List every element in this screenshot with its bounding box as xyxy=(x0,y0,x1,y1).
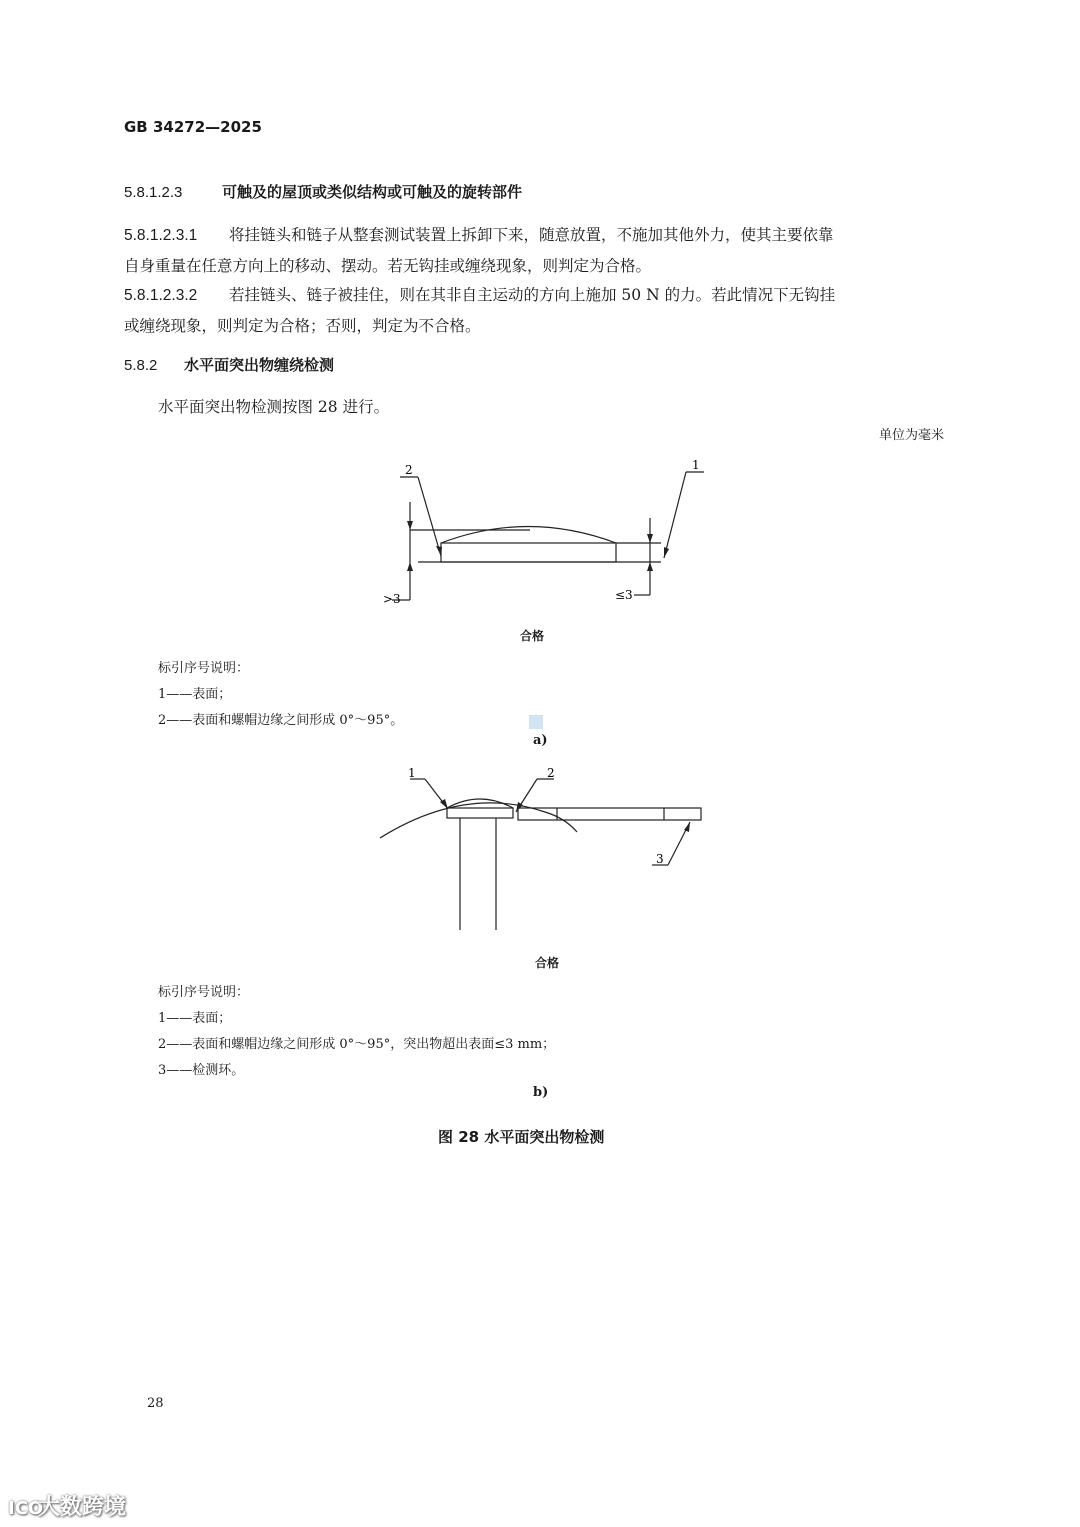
arrow-head xyxy=(436,546,442,556)
arrow-head xyxy=(407,521,413,530)
intro-paragraph: 水平面突出物检测按图 28 进行。 xyxy=(158,398,390,416)
figure-b-callout-2: 2 xyxy=(547,766,555,780)
figure-b-caption: 合格 xyxy=(535,956,560,970)
page-number: 28 xyxy=(147,1396,164,1411)
paragraph-number: 5.8.1.2.3.1 xyxy=(124,227,198,244)
figure-a-sub-label: a) xyxy=(533,733,548,748)
legend-item: 1——表面； xyxy=(158,687,232,702)
legend-item: 1——表面； xyxy=(158,1011,232,1026)
unit-note: 单位为毫米 xyxy=(879,428,945,443)
callout-1-leader xyxy=(664,472,686,558)
figure-a-callout-1: 1 xyxy=(692,458,700,472)
arrow-head xyxy=(684,822,690,832)
paragraph-line: 自身重量在任意方向上的移动、摆动。若无钩挂或缠绕现象，则判定为合格。 xyxy=(124,257,652,275)
figure-b-callout-3: 3 xyxy=(656,852,664,866)
figure-a-dim-left: >3 xyxy=(383,592,401,606)
nut-body xyxy=(447,808,513,818)
arrow-head xyxy=(407,562,413,571)
document-id: GB 34272—2025 xyxy=(124,118,262,136)
section-number: 5.8.2 xyxy=(124,357,158,374)
legend-title: 标引序号说明： xyxy=(158,661,250,676)
section-number: 5.8.1.2.3 xyxy=(124,184,183,201)
figure-a-diagram xyxy=(0,0,1080,760)
figure-a-dim-right: ≤3 xyxy=(615,588,633,602)
legend-title: 标引序号说明： xyxy=(158,985,250,1000)
watermark-logo-icon: ICO xyxy=(8,1498,44,1519)
legend-item: 2——表面和螺帽边缘之间形成 0°～95°。 xyxy=(158,713,404,728)
paragraph-line: 若挂链头、链子被挂住，则在其非自主运动的方向上施加 50 N 的力。若此情况下无钩挂 xyxy=(229,286,836,304)
figure-title: 图 28 水平面突出物检测 xyxy=(438,1128,605,1146)
nut-body xyxy=(441,543,616,562)
figure-a-caption: 合格 xyxy=(520,629,545,643)
section-title: 可触及的屋顶或类似结构或可触及的旋转部件 xyxy=(222,183,523,201)
legend-item: 3——检测环。 xyxy=(158,1063,245,1078)
watermark-text: 大数跨境 xyxy=(38,1495,127,1520)
legend-item: 2——表面和螺帽边缘之间形成 0°～95°，突出物超出表面≤3 mm； xyxy=(158,1037,556,1052)
figure-b-sub-label: b) xyxy=(533,1085,549,1100)
figure-b-diagram xyxy=(0,760,1080,940)
paragraph-number: 5.8.1.2.3.2 xyxy=(124,287,198,304)
stamp-mark xyxy=(529,715,543,729)
arrow-head xyxy=(664,547,669,558)
figure-b-legend xyxy=(158,980,555,1084)
paragraph-line: 将挂链头和链子从整套测试装置上拆卸下来，随意放置，不施加其他外力，使其主要依靠 xyxy=(229,226,834,244)
section-title: 水平面突出物缠绕检测 xyxy=(184,356,335,374)
paragraph-line: 或缠绕现象，则判定为合格；否则，判定为不合格。 xyxy=(124,317,481,335)
figure-a-legend xyxy=(158,656,403,734)
watermark xyxy=(8,1490,126,1521)
callout-2-leader xyxy=(418,477,441,556)
arrow-head xyxy=(647,534,653,543)
arrow-head xyxy=(647,562,653,571)
test-ring xyxy=(518,808,701,820)
figure-a-callout-2: 2 xyxy=(405,463,413,477)
figure-b-callout-1: 1 xyxy=(408,766,416,780)
nut-dome xyxy=(441,527,616,544)
